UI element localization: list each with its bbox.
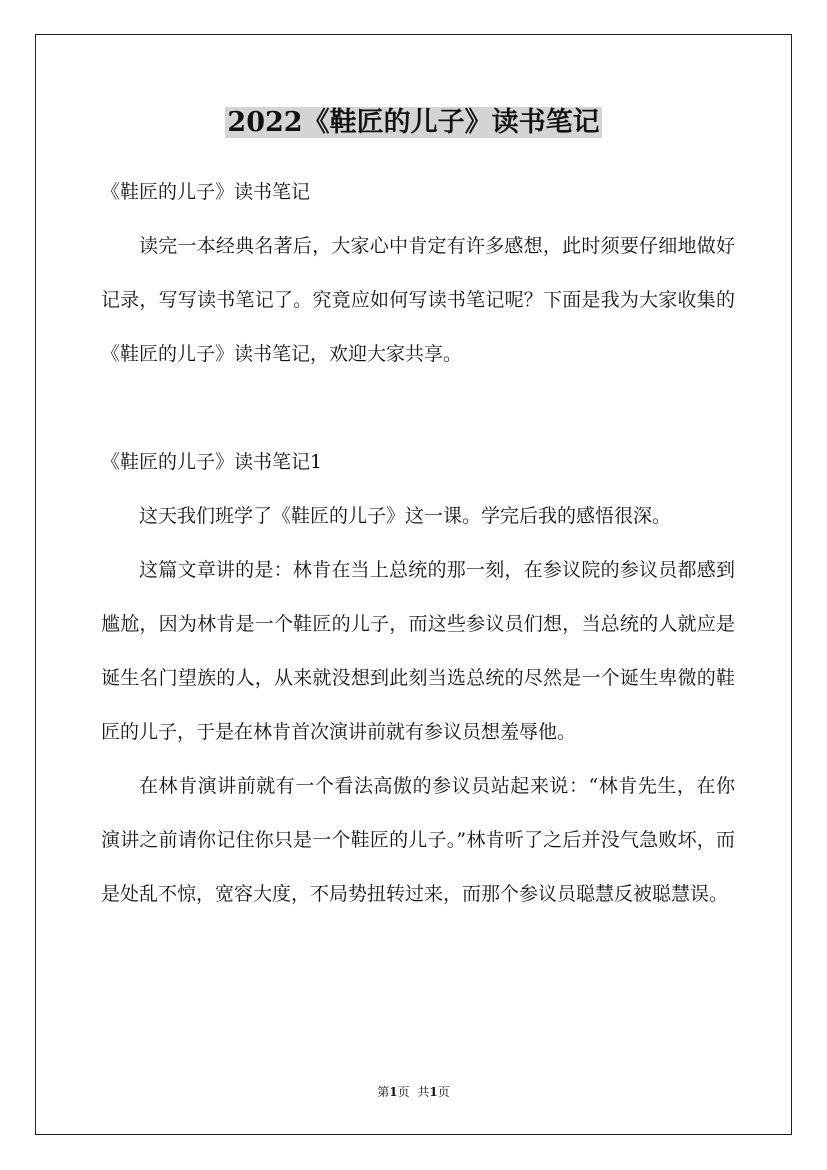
total-suffix: 页 [437,1085,450,1099]
total-prefix: 共 [417,1085,430,1099]
page-footer [0,1083,827,1101]
body-paragraph: 这天我们班学了《鞋匠的儿子》这一课。学完后我的感悟很深。 [139,505,672,527]
section-heading: 《鞋匠的儿子》读书笔记1 [101,451,323,473]
document-heading: 《鞋匠的儿子》读书笔记 [101,181,311,203]
page-suffix: 页 [397,1085,410,1099]
document-title-text: 2022《鞋匠的儿子》读书笔记 [227,107,600,138]
document-body [101,165,735,921]
body-paragraph: 在林肯演讲前就有一个看法高傲的参议员站起来说：“林肯先生，在你演讲之前请你记住你只是一个鞋匠的儿子。”林肯听了之后并没气急败坏，而是处乱不惊，宽容大度，不局势扭转过来，而那个参议员聪慧反被聪慧误。 [101,775,735,905]
body-paragraph: 这篇文章讲的是：林肯在当上总统的那一刻，在参议院的参议员都感到尴尬，因为林肯是一个鞋匠的儿子，而这些参议员们想，当总统的人就应是诞生名门望族的人，从来就没想到此刻当选总统的尽然是一个诞生卑微的鞋匠的儿子，于是在林肯首次演讲前就有参议员想羞辱他。 [101,559,735,743]
intro-paragraph: 读完一本经典名著后，大家心中肯定有许多感想，此时须要仔细地做好记录，写写读书笔记了。究竟应如何写读书笔记呢？下面是我为大家收集的《鞋匠的儿子》读书笔记，欢迎大家共享。 [101,235,735,365]
total-pages: 1 [429,1085,438,1099]
page-number: 1 [389,1085,398,1099]
document-title [0,103,827,143]
page-prefix: 第 [377,1085,390,1099]
section-spacer [101,381,735,435]
